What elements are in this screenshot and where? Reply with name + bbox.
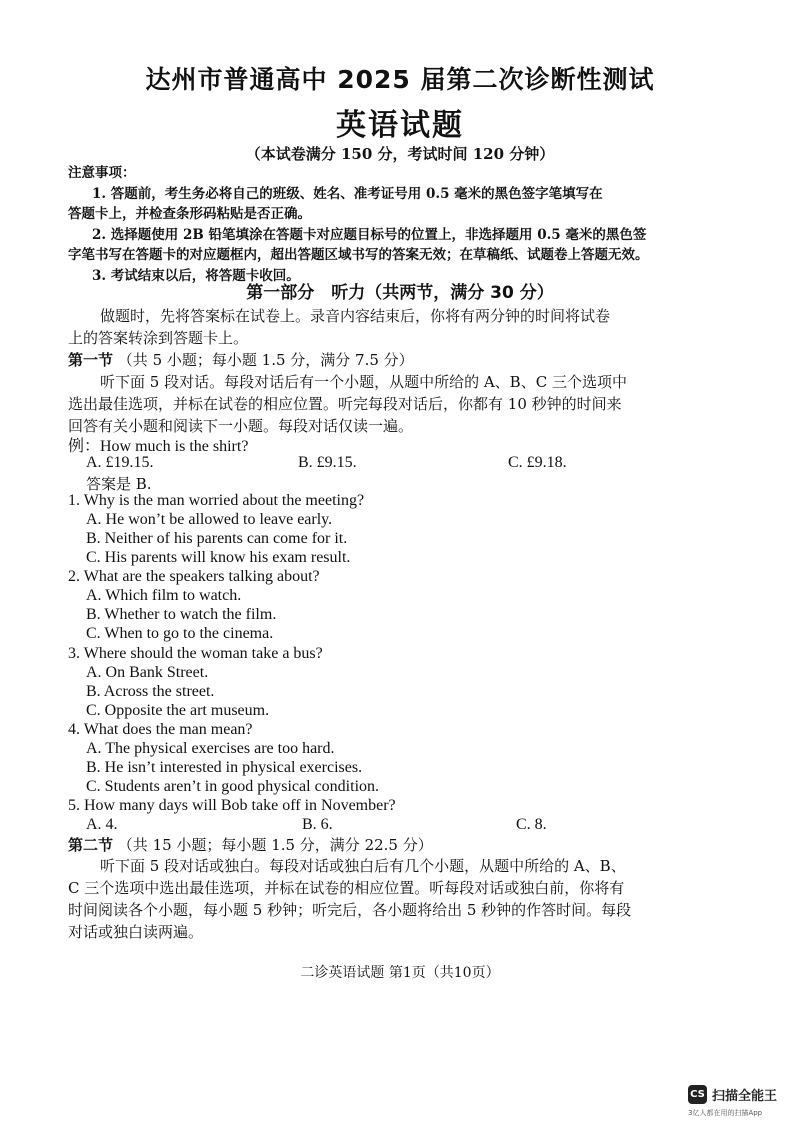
- section2-instructions: [68, 855, 740, 943]
- paragraph-line: 回答有关小题和阅读下一小题。每段对话仅读一遍。: [68, 417, 414, 435]
- note-item: 答题卡上，并检查条形码粘贴是否正确。: [68, 206, 311, 222]
- section-label: 第一节: [68, 351, 114, 369]
- paragraph-line: 上的答案转涂到答题卡上。: [68, 329, 249, 347]
- option: C. 8.: [516, 816, 547, 833]
- paragraph-line: 对话或独白读两遍。: [68, 923, 204, 941]
- note-item: 2. 选择题使用 2B 铅笔填涂在答题卡对应题目标号的位置上，非选择题用 0.5 毫米的黑色签: [92, 226, 647, 243]
- scanner-watermark: [688, 1085, 777, 1104]
- camscanner-icon: CS: [688, 1085, 707, 1104]
- section-label: 第二节: [68, 836, 114, 854]
- option: B. Across the street.: [86, 683, 215, 700]
- example-option-a: A. £19.15.: [86, 454, 154, 471]
- paragraph-line: 选出最佳选项，并标在试卷的相应位置。听完每段对话后，你都有 10 秒钟的时间来: [68, 395, 622, 413]
- option: A. Which film to watch.: [86, 587, 242, 604]
- option: C. Opposite the art museum.: [86, 702, 270, 719]
- paragraph-line: 做题时，先将答案标在试卷上。录音内容结束后，你将有两分钟的时间将试卷: [100, 307, 611, 325]
- example-question: 例：How much is the shirt?: [68, 438, 249, 455]
- notes-block: [68, 163, 748, 286]
- option: B. Neither of his parents can come for it.: [86, 530, 348, 547]
- paragraph-line: 听下面 5 段对话。每段对话后有一个小题，从题中所给的 A、B、C 三个选项中: [100, 373, 627, 391]
- example-option-c: C. £9.18.: [508, 454, 567, 471]
- subject-title: 英语试题: [336, 108, 464, 143]
- question: 1. Why is the man worried about the meeting?: [68, 492, 365, 509]
- option: C. When to go to the cinema.: [86, 625, 274, 642]
- example-answer: 答案是 B.: [86, 475, 152, 493]
- exam-title: 达州市普通高中 2025 届第二次诊断性测试: [145, 65, 655, 94]
- exam-subtitle: （本试卷满分 150 分，考试时间 120 分钟）: [245, 145, 555, 163]
- watermark-tagline: 3亿人都在用的扫描App: [688, 1109, 763, 1117]
- paragraph-line: C 三个选项中选出最佳选项，并标在试卷的相应位置。听每段对话或独白前，你将有: [68, 879, 625, 897]
- section1-title: [68, 349, 414, 370]
- option: A. He won’t be allowed to leave early.: [86, 511, 333, 528]
- paragraph-line: 时间阅读各个小题，每小题 5 秒钟；听完后，各小题将给出 5 秒钟的作答时间。每段: [68, 901, 632, 919]
- option: A. 4.: [86, 816, 118, 833]
- option: A. On Bank Street.: [86, 664, 209, 681]
- section1-instructions: [68, 371, 740, 437]
- option: C. Students aren’t in good physical condition.: [86, 778, 380, 795]
- note-item: 3. 考试结束以后，将答题卡收回。: [92, 267, 300, 284]
- example-option-b: B. £9.15.: [298, 454, 357, 471]
- option: C. His parents will know his exam result.: [86, 549, 351, 566]
- option: B. He isn’t interested in physical exercises.: [86, 759, 363, 776]
- option: A. The physical exercises are too hard.: [86, 740, 335, 757]
- question: 4. What does the man mean?: [68, 721, 253, 738]
- watermark-name: 扫描全能王: [712, 1089, 778, 1104]
- option: B. 6.: [302, 816, 333, 833]
- note-item: 字笔书写在答题卡的对应题框内，超出答题区域书写的答案无效；在草稿纸、试题卷上答题无效。: [68, 247, 649, 263]
- notes-heading: 注意事项：: [68, 165, 136, 181]
- question: 5. How many days will Bob take off in November?: [68, 797, 396, 814]
- note-item: 1. 答题前，考生务必将自己的班级、姓名、准考证号用 0.5 毫米的黑色签字笔填写在: [92, 185, 603, 202]
- question: 2. What are the speakers talking about?: [68, 568, 320, 585]
- question: 3. Where should the woman take a bus?: [68, 645, 323, 662]
- section-info: （共 5 小题；每小题 1.5 分，满分 7.5 分）: [117, 351, 414, 369]
- section2-title: [68, 834, 433, 855]
- part1-intro: [68, 305, 740, 349]
- page-footer: 二诊英语试题 第1页（共10页）: [300, 965, 500, 981]
- option: B. Whether to watch the film.: [86, 606, 277, 623]
- paragraph-line: 听下面 5 段对话或独白。每段对话或独白后有几个小题，从题中所给的 A、B、: [100, 857, 626, 875]
- section-info: （共 15 小题；每小题 1.5 分，满分 22.5 分）: [117, 836, 433, 854]
- part1-title: 第一部分 听力（共两节，满分 30 分）: [246, 283, 554, 303]
